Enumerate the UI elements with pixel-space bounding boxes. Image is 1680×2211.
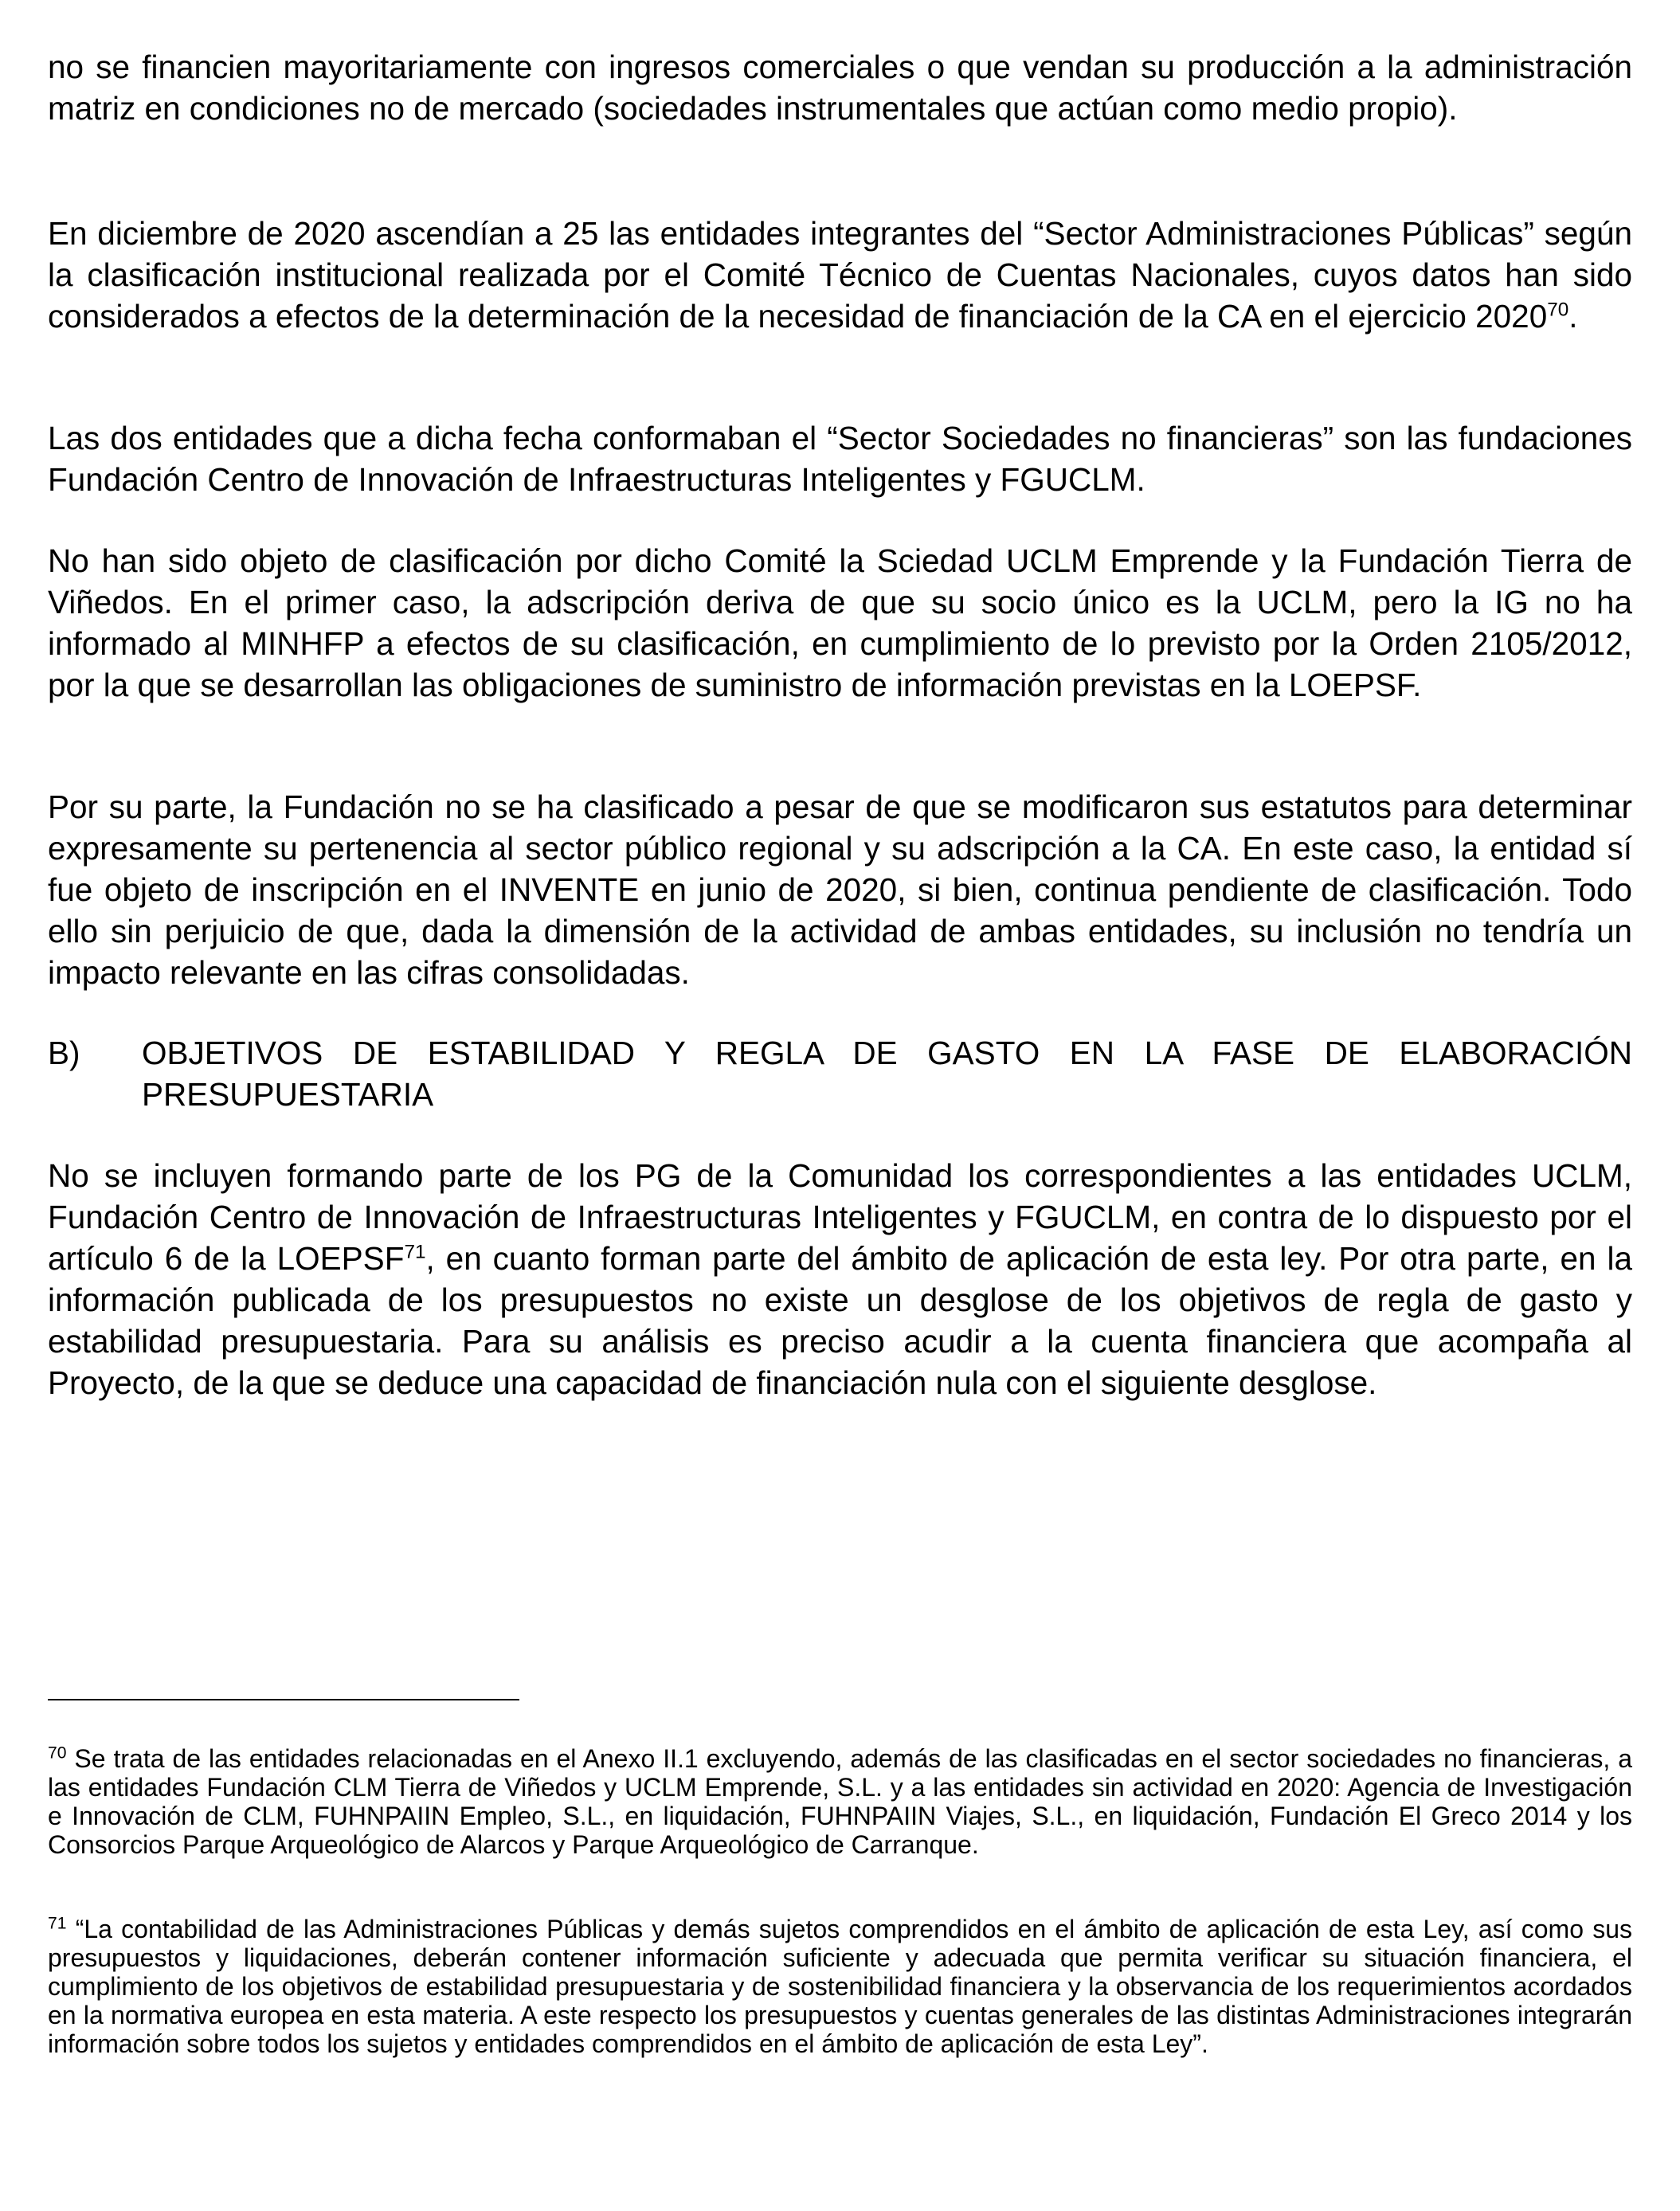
section-letter: B) (48, 1035, 80, 1071)
footnote-70-text: Se trata de las entidades relacionadas en el Anexo II.1 excluyendo, además de las clasificadas en el sector sociedades no financieras, a las entidades Fundación CLM Tierra de Viñedos y UCLM Emprende, S.L. y a las entidades sin actividad en 2020: Agencia de Investigación e Innovación de CLM, FUHNPAIIN Empleo, S.L., en liquidación, FUHNPAIIN Viajes, S.L., en liquidación, Fundación El Greco 2014 y los Consorcios Parque Arqueológico de Alarcos y Parque Arqueológico de Carranque. (48, 1744, 1632, 1859)
footnote-71-number: 71 (48, 1914, 67, 1933)
paragraph-6-text-after: , en cuanto forman parte del ámbito de aplicación de esta ley. Por otra parte, en la información publicada de los presupuestos no existe un desglose de los objetivos de regla de gasto y estabilidad presupuestaria. Para su análisis es preciso acudir a la cuenta financiera que acompaña al Proyecto, de la que se deduce una capacidad de financiación nula con el siguiente desglose. (48, 1240, 1632, 1401)
footnote-70-number: 70 (48, 1743, 67, 1763)
paragraph-6 (48, 1155, 1632, 1403)
paragraph-2-end: . (1568, 298, 1578, 335)
footnote-separator (48, 1699, 519, 1700)
footnote-71 (48, 1915, 1632, 2058)
paragraph-2 (48, 213, 1632, 337)
footnote-ref-70[interactable]: 70 (1547, 299, 1569, 321)
footnote-70 (48, 1744, 1632, 1859)
paragraph-1: no se financien mayoritariamente con ingresos comerciales o que vendan su producción a la administración matriz en condiciones no de mercado (sociedades instrumentales que actúan como medio propio). (48, 49, 1632, 127)
paragraph-2-text: En diciembre de 2020 ascendían a 25 las entidades integrantes del “Sector Administraciones Públicas” según la clasificación institucional realizada por el Comité Técnico de Cuentas Nacionales, cuyos datos han sido considerados a efectos de la determinación de la necesidad de financiación de la CA en el ejercicio 2020 (48, 215, 1632, 335)
footnote-71-text: “La contabilidad de las Administraciones Públicas y demás sujetos comprendidos en el ámbito de aplicación de esta Ley, así como sus presupuestos y liquidaciones, deberán contener información suficiente y adecuada que permita verificar su situación financiera, el cumplimiento de los objetivos de estabilidad presupuestaria y de sostenibilidad financiera y la observancia de los requerimientos acordados en la normativa europea en esta materia. A este respecto los presupuestos y cuentas generales de las distintas Administraciones integrarán información sobre todos los sujetos y entidades comprendidos en el ámbito de aplicación de esta Ley”. (48, 1915, 1632, 2058)
paragraph-5: Por su parte, la Fundación no se ha clasificado a pesar de que se modificaron sus estatutos para determinar expresamente su pertenencia al sector público regional y su adscripción a la CA. En este caso, la entidad sí fue objeto de inscripción en el INVENTE en junio de 2020, si bien, continua pendiente de clasificación. Todo ello sin perjuicio de que, dada la dimensión de la actividad de ambas entidades, su inclusión no tendría un impacto relevante en las cifras consolidadas. (48, 789, 1632, 991)
footnote-ref-71[interactable]: 71 (404, 1241, 426, 1263)
section-heading-b (48, 1032, 1632, 1115)
paragraph-4: No han sido objeto de clasificación por dicho Comité la Sciedad UCLM Emprende y la Fundación Tierra de Viñedos. En el primer caso, la adscripción deriva de que su socio único es la UCLM, pero la IG no ha informado al MINHFP a efectos de su clasificación, en cumplimiento de lo previsto por la Orden 2105/2012, por la que se desarrollan las obligaciones de suministro de información previstas en la LOEPSF. (48, 542, 1632, 703)
paragraph-3: Las dos entidades que a dicha fecha conformaban el “Sector Sociedades no financieras” son las fundaciones Fundación Centro de Innovación de Infraestructuras Inteligentes y FGUCLM. (48, 420, 1632, 498)
paragraph-6-text-before: No se incluyen formando parte de los PG de la Comunidad los correspondientes a las entidades UCLM, Fundación Centro de Innovación de Infraestructuras Inteligentes y FGUCLM, en contra de lo dispuesto por el artículo 6 de la LOEPSF (48, 1157, 1632, 1277)
section-title: OBJETIVOS DE ESTABILIDAD Y REGLA DE GASTO EN LA FASE DE ELABORACIÓN PRESUPUESTARIA (142, 1035, 1632, 1113)
